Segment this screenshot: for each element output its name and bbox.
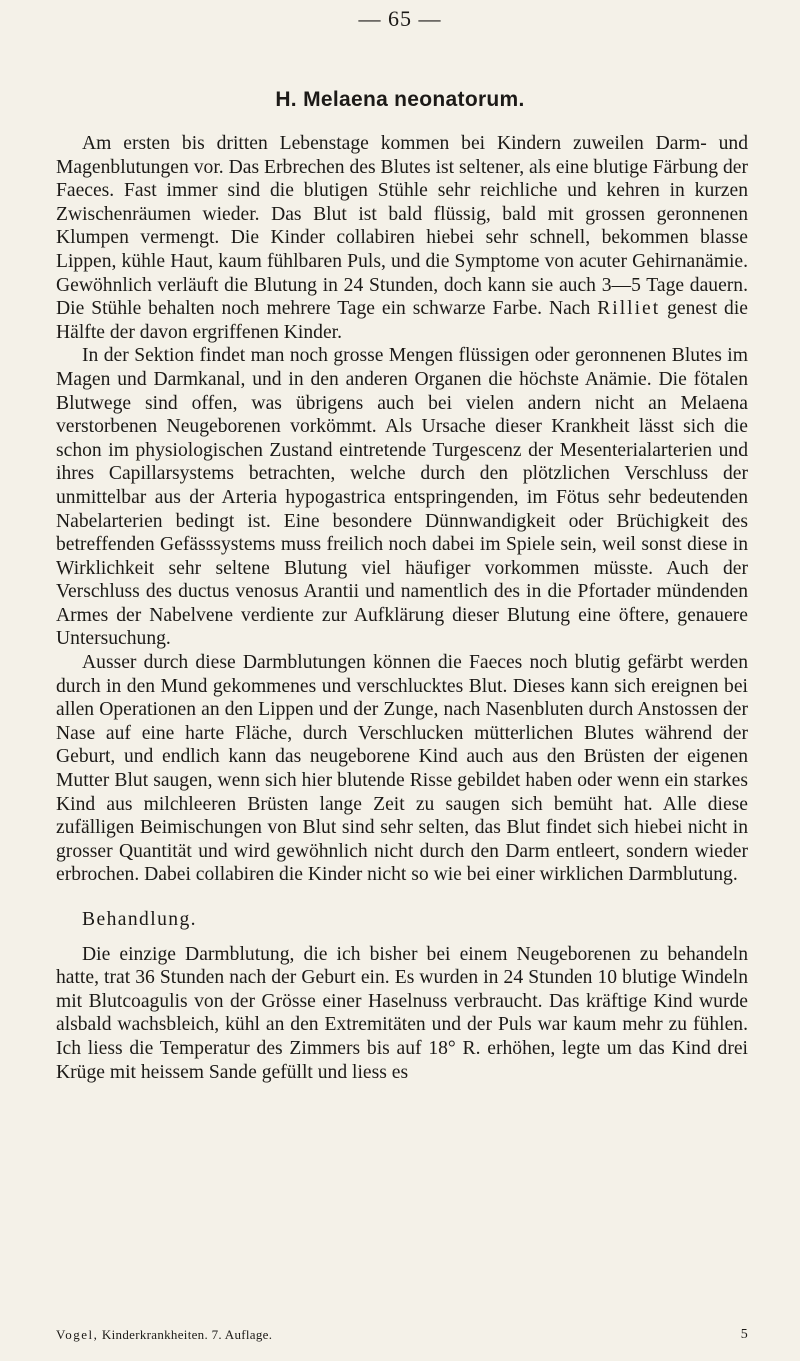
body-text xyxy=(56,132,748,1084)
signature-mark: 5 xyxy=(740,1327,748,1342)
subheading-treatment: Behandlung. xyxy=(82,909,197,930)
footer-author: Vogel, xyxy=(56,1327,99,1342)
page-footer xyxy=(56,1327,748,1343)
section-heading: H. Melaena neonatorum. xyxy=(275,88,525,111)
paragraph-symptoms-text: Am ersten bis dritten Lebenstage kommen bei Kindern zuweilen Darm- und Magenblutungen vor. Das Erbrechen des Blutes ist seltener, als eine blutige Färbung der Faeces. Fast immer sind die blutigen Stühle sehr reichliche und kehren in kurzen Zwischenräumen wieder. Das Blut ist bald flüssig, bald mit grossen geronnenen Klumpen vermengt. Die Kinder collabiren hiebei sehr schnell, bekommen blasse Lippen, kühle Haut, kaum fühlbaren Puls, und die Symptome von acuter Gehirnanämie. Gewöhnlich verläuft die Blutung in 24 Stunden, doch kann sie auch 3—5 Tage dauern. Die Stühle behalten noch mehrere Tage ein schwarze Farbe. Nach xyxy=(56,133,748,320)
paragraph-swallowed-blood: Ausser durch diese Darmblutungen können die Faeces noch blutig gefärbt werden durch in den Mund gekommenes und verschlucktes Blut. Dieses kann sich ereignen bei allen Operationen an den Lippen und der Zunge, nach Nasenbluten durch Anstossen der Nase auf eine harte Fläche, durch Verschlucken mütterlichen Blutes während der Geburt, und endlich kann das neugeborene Kind auch aus den Brüsten der eigenen Mutter Blut saugen, wenn sich hier blutende Risse gebildet haben oder wenn ein starkes Kind aus milchleeren Brüsten lange Zeit zu saugen sich bemüht hat. Alle diese zufälligen Beimischungen von Blut sind sehr selten, das Blut findet sich hiebei nicht in grosser Quantität und wird gewöhnlich nicht durch den Darm entleert, sondern wieder erbrochen. Dabei collabiren die Kinder nicht so wie bei einer wirklichen Darmblutung. xyxy=(56,652,748,886)
paragraph-treatment: Die einzige Darmblutung, die ich bisher bei einem Neugeborenen zu behandeln hatte, trat 36 Stunden nach der Geburt ein. Es wurden in 24 Stunden 10 blutige Windeln mit Blutcoagulis von der Grösse einer Haselnuss verbraucht. Das kräftige Kind wurde alsbald wachsbleich, kühl an den Extremitäten und der Puls war kaum mehr zu fühlen. Ich liess die Temperatur des Zimmers bis auf 18° R. erhöhen, legte um das Kind drei Krüge mit heissem Sande gefüllt und liess es xyxy=(56,943,748,1083)
author-name-rilliet: Rilliet xyxy=(597,298,661,320)
footer-citation xyxy=(56,1327,272,1343)
paragraph-pathology: In der Sektion findet man noch grosse Mengen flüssigen oder geronnenen Blutes im Magen und Darmkanal, und in den anderen Organen die höchste Anämie. Die fötalen Blutwege sind offen, was übrigens auch bei vielen andern nicht an Melaena verstorbenen Neugeborenen vorkömmt. Als Ursache dieser Krankheit lässt sich die schon im physiologischen Zustand eintretende Turgescenz der Mesenterialarterien und ihres Capillarsystems betrachten, welche durch den plötzlichen Verschluss der unmittelbar aus der Arteria hypogastrica entspringenden, im Fötus sehr bedeutenden Nabelarterien bedingt ist. Eine besondere Dünnwandigkeit oder Brüchigkeit des betreffenden Gefässsystems muss freilich noch dabei im Spiele sein, weil sonst diese in Wirklichkeit sehr seltene Blutung viel häufiger vorkommen müsste. Auch der Verschluss des ductus venosus Arantii und namentlich des in die Pfortader mündenden Armes der Nabelvene verdiente zur Aufklärung dieser Blutung eine öftere, genauere Untersuchung. xyxy=(56,345,748,650)
page-number: — 65 — xyxy=(358,6,442,31)
footer-book: Kinderkrankheiten. 7. Auflage. xyxy=(101,1327,273,1342)
paragraph-symptoms-end: genest die Hälfte der davon ergriffenen Kinder. xyxy=(56,298,748,343)
paragraph-symptoms xyxy=(56,132,748,344)
